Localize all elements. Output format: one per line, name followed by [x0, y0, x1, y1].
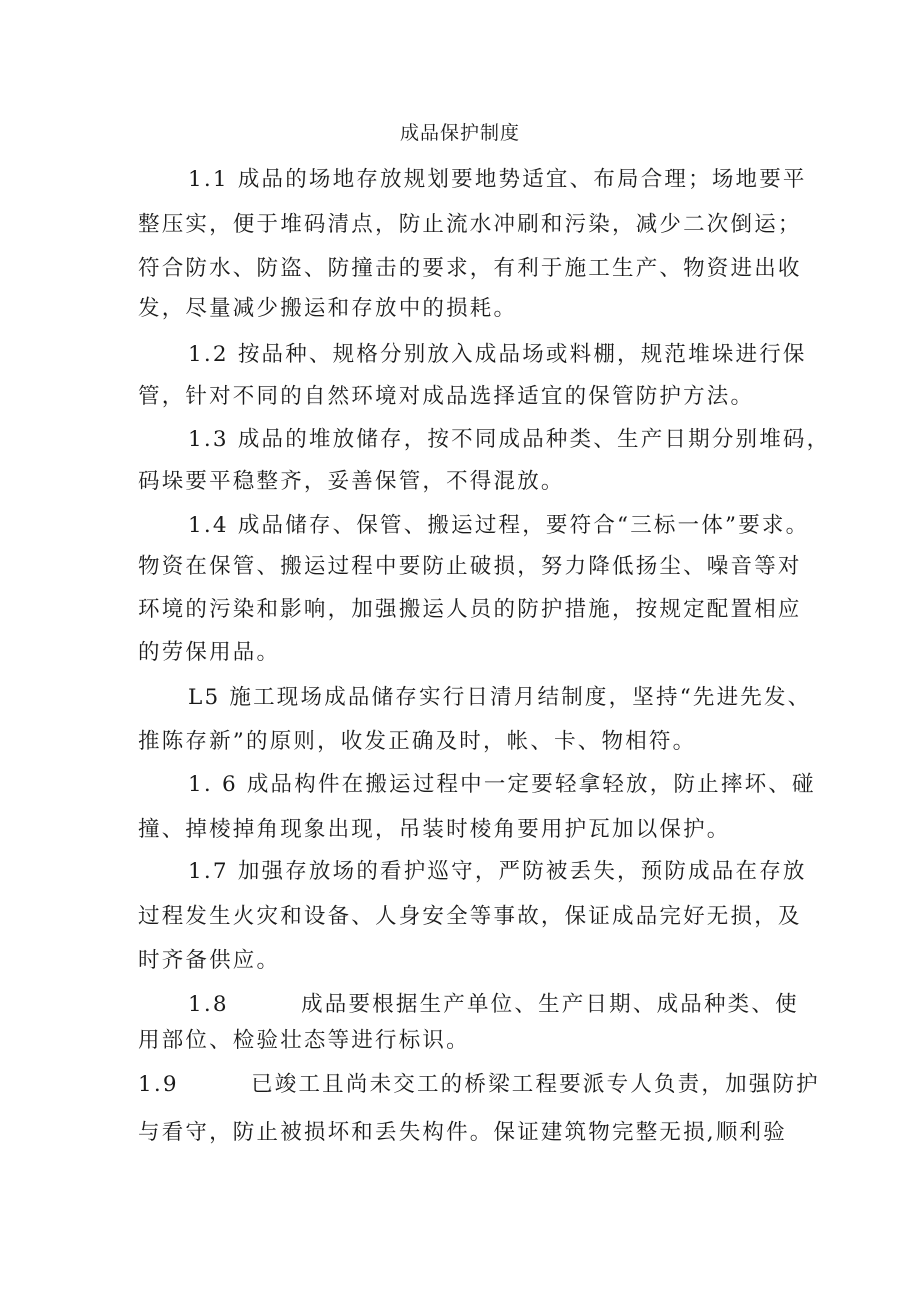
paragraph-line: 时齐备供应。: [138, 948, 281, 973]
paragraph-line: 发，尽量减少搬运和存放中的损耗。: [138, 296, 518, 321]
paragraph-line: 过程发生火灾和设备、人身安全等事故，保证成品完好无损，及: [138, 904, 802, 929]
paragraph-line: 1.7 加强存放场的看护巡守，严防被丢失，预防成品在存放: [188, 859, 807, 884]
paragraph-line: 1.2 按品种、规格分别放入成品场或料棚，规范堆垛进行保: [188, 342, 807, 367]
paragraph-line: 1.3 成品的堆放储存，按不同成品种类、生产日期分别堆码，: [188, 427, 831, 452]
paragraph-line: 1.4 成品储存、保管、搬运过程，要符合“三标一体”要求。: [188, 513, 810, 538]
paragraph-line: 1.1 成品的场地存放规划要地势适宜、布局合理；场地要平: [188, 167, 807, 192]
paragraph-line: 整压实，便于堆码清点，防止流水冲刷和污染，减少二次倒运；: [138, 212, 802, 237]
paragraph-line: 符合防水、防盗、防撞击的要求，有利于施工生产、物资进出收: [138, 256, 802, 281]
paragraph-line: 物资在保管、搬运过程中要防止破损，努力降低扬尘、噪音等对: [138, 554, 802, 579]
paragraph-line: 管，针对不同的自然环境对成品选择适宜的保管防护方法。: [138, 384, 755, 409]
paragraph-line: 撞、掉棱掉角现象出现，吊装时棱角要用护瓦加以保护。: [138, 817, 731, 842]
paragraph-line: L5 施工现场成品储存实行日清月结制度，坚持“先进先发、: [188, 685, 812, 710]
paragraph-line: 码垛要平稳整齐，妥善保管，不得混放。: [138, 469, 565, 494]
paragraph-line: 1.8 成品要根据生产单位、生产日期、成品种类、使: [188, 992, 799, 1017]
paragraph-line: 推陈存新”的原则，收发正确及时，帐、卡、物相符。: [138, 729, 697, 754]
paragraph-line: 的劳保用品。: [138, 640, 281, 665]
paragraph-line: 与看守，防止被损坏和丢失构件。保证建筑物完整无损,顺利验: [138, 1120, 787, 1145]
document-title: 成品保护制度: [399, 122, 520, 144]
paragraph-line: 1.9 已竣工且尚未交工的桥梁工程要派专人负责，加强防护: [138, 1072, 820, 1097]
paragraph-line: 环境的污染和影响，加强搬运人员的防护措施，按规定配置相应: [138, 597, 802, 622]
paragraph-line: 用部位、检验壮态等进行标识。: [138, 1028, 470, 1053]
paragraph-line: 1. 6 成品构件在搬运过程中一定要轻拿轻放，防止摔坏、碰: [188, 772, 816, 797]
